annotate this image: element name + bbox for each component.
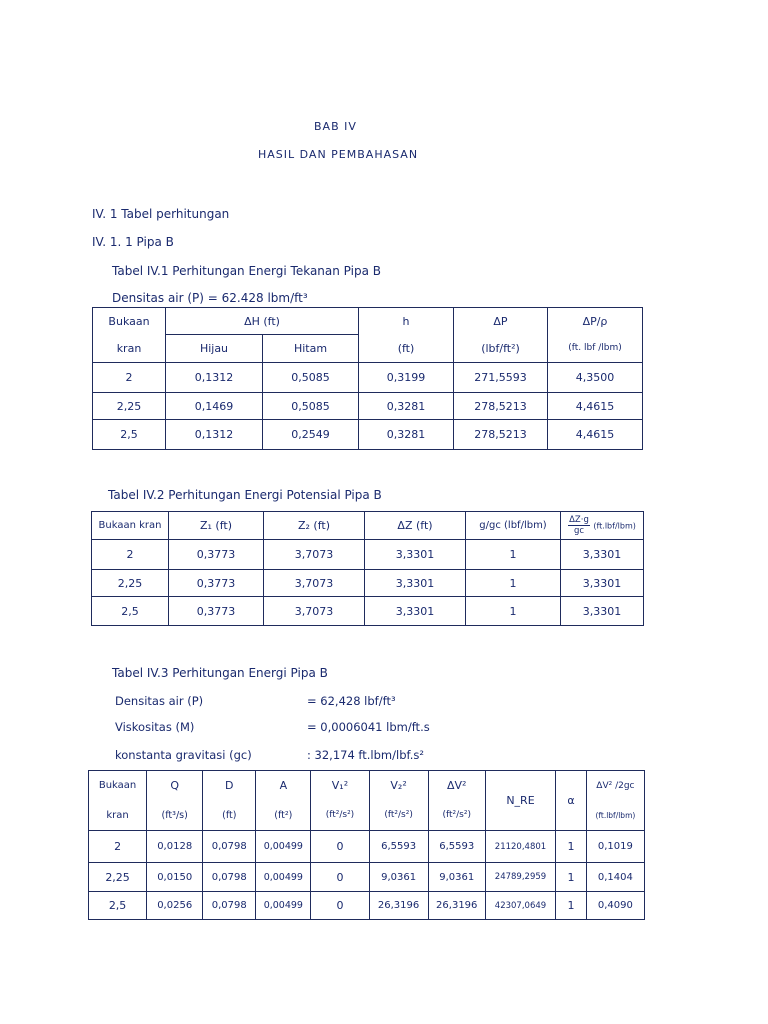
header-hitam: Hitam — [263, 335, 359, 363]
cell: 0,5085 — [263, 393, 359, 420]
header-q: Q — [147, 771, 203, 801]
table3-caption: Tabel IV.3 Perhitungan Energi Pipa B — [112, 666, 328, 680]
cell: 2,5 — [92, 597, 169, 626]
header-delta-v2-2gc-unit: (ft.lbf/lbm) — [586, 801, 644, 831]
param-densitas-label: Densitas air (P) — [115, 694, 204, 708]
header-delta-p-rho: ΔP/ρ — [548, 308, 643, 335]
cell: 4,3500 — [548, 363, 643, 393]
cell: 2,5 — [89, 892, 147, 920]
cell: 1 — [556, 892, 587, 920]
param-viskositas-value: = 0,0006041 lbm/ft.s — [307, 720, 430, 734]
chapter-title: HASIL DAN PEMBAHASAN — [258, 148, 419, 161]
cell: 0,1019 — [586, 831, 644, 863]
header-v2-squared: V₂² — [369, 771, 428, 801]
header-delta-z-unit: (ft.lbf/lbm) — [593, 521, 636, 531]
cell: 9,0361 — [428, 863, 485, 892]
cell: 9,0361 — [369, 863, 428, 892]
cell: 6,5593 — [369, 831, 428, 863]
header-a-unit: (ft²) — [256, 801, 311, 831]
param-viskositas-label: Viskositas (M) — [115, 720, 195, 734]
header-delta-p-unit: (lbf/ft²) — [454, 335, 548, 363]
header-delta-v2-2gc: ΔV² /2gc — [586, 771, 644, 801]
cell: 0,1469 — [166, 393, 263, 420]
header-delta-h: ΔH (ft) — [166, 308, 359, 335]
cell: 21120,4801 — [485, 831, 555, 863]
cell: 0,2549 — [263, 420, 359, 450]
cell: 1 — [556, 831, 587, 863]
cell: 3,3301 — [365, 570, 466, 597]
header-z1: Z₁ (ft) — [169, 512, 264, 540]
table-row — [89, 863, 645, 892]
cell: 3,3301 — [561, 570, 644, 597]
header-h: h — [359, 308, 454, 335]
cell: 1 — [466, 570, 561, 597]
table1-caption: Tabel IV.1 Perhitungan Energi Tekanan Pipa B — [112, 264, 381, 278]
header-g-gc: g/gc (lbf/lbm) — [466, 512, 561, 540]
header-kran: kran — [93, 335, 166, 363]
cell: 3,7073 — [264, 570, 365, 597]
header-bukaan-kran: Bukaan kran — [92, 512, 169, 540]
fraction-delta-z-g-over-gc — [568, 515, 590, 536]
table-energi-pipa — [88, 770, 645, 920]
section-heading-pipa-b: IV. 1. 1 Pipa B — [92, 235, 174, 249]
cell: 3,3301 — [561, 597, 644, 626]
cell: 0 — [311, 863, 369, 892]
cell: 0,3773 — [169, 597, 264, 626]
header-hijau: Hijau — [166, 335, 263, 363]
param-viskositas — [115, 720, 535, 734]
header-delta-p: ΔP — [454, 308, 548, 335]
cell: 0,0798 — [203, 831, 256, 863]
fraction-denominator: gc — [573, 526, 585, 536]
cell: 3,3301 — [365, 597, 466, 626]
header-v2-unit: (ft²/s²) — [369, 801, 428, 831]
cell: 1 — [466, 597, 561, 626]
cell: 26,3196 — [428, 892, 485, 920]
cell: 2,25 — [93, 393, 166, 420]
table-row — [93, 363, 643, 393]
fraction-numerator: ΔZ·g — [569, 515, 589, 525]
cell: 1 — [556, 863, 587, 892]
param-densitas — [115, 694, 535, 708]
cell: 0,00499 — [256, 831, 311, 863]
cell: 2,25 — [89, 863, 147, 892]
cell: 26,3196 — [369, 892, 428, 920]
table-row — [93, 420, 643, 450]
table-row — [93, 393, 643, 420]
table-row — [92, 540, 644, 570]
cell: 0,3281 — [359, 393, 454, 420]
header-q-unit: (ft³/s) — [147, 801, 203, 831]
param-gravitasi-value: : 32,174 ft.lbm/lbf.s² — [307, 748, 424, 762]
header-bukaan: Bukaan — [89, 771, 147, 801]
cell: 42307,0649 — [485, 892, 555, 920]
header-delta-z-g-gc — [561, 512, 644, 540]
table2-caption: Tabel IV.2 Perhitungan Energi Potensial Pipa B — [108, 488, 382, 502]
cell: 0,3199 — [359, 363, 454, 393]
cell: 0,1312 — [166, 363, 263, 393]
cell: 3,7073 — [264, 540, 365, 570]
param-gravitasi-label: konstanta gravitasi (gc) — [115, 748, 252, 762]
cell: 2,5 — [93, 420, 166, 450]
cell: 2,25 — [92, 570, 169, 597]
cell: 0,1404 — [586, 863, 644, 892]
cell: 0,0150 — [147, 863, 203, 892]
cell: 0 — [311, 892, 369, 920]
table1-density: Densitas air (P) = 62.428 lbm/ft³ — [112, 291, 308, 305]
header-d: D — [203, 771, 256, 801]
header-kran: kran — [89, 801, 147, 831]
table-row — [89, 831, 645, 863]
cell: 1 — [466, 540, 561, 570]
header-bukaan: Bukaan — [93, 308, 166, 335]
cell: 3,3301 — [365, 540, 466, 570]
cell: 0,5085 — [263, 363, 359, 393]
cell: 3,7073 — [264, 597, 365, 626]
cell: 4,4615 — [548, 420, 643, 450]
cell: 2 — [89, 831, 147, 863]
header-a: A — [256, 771, 311, 801]
header-delta-v-unit: (ft²/s²) — [428, 801, 485, 831]
cell: 2 — [92, 540, 169, 570]
header-nre: N_RE — [485, 771, 555, 831]
header-z2: Z₂ (ft) — [264, 512, 365, 540]
cell: 0,0128 — [147, 831, 203, 863]
cell: 0,0256 — [147, 892, 203, 920]
table-energi-tekanan — [92, 307, 643, 450]
header-delta-v-squared: ΔV² — [428, 771, 485, 801]
header-h-unit: (ft) — [359, 335, 454, 363]
cell: 24789,2959 — [485, 863, 555, 892]
cell: 0 — [311, 831, 369, 863]
cell: 0,3773 — [169, 540, 264, 570]
param-gravitasi — [115, 748, 535, 762]
table-row — [89, 892, 645, 920]
table-row — [92, 597, 644, 626]
header-v1-unit: (ft²/s²) — [311, 801, 369, 831]
cell: 0,0798 — [203, 892, 256, 920]
cell: 0,4090 — [586, 892, 644, 920]
cell: 4,4615 — [548, 393, 643, 420]
cell: 6,5593 — [428, 831, 485, 863]
cell: 0,00499 — [256, 863, 311, 892]
header-v1-squared: V₁² — [311, 771, 369, 801]
cell: 0,3773 — [169, 570, 264, 597]
cell: 2 — [93, 363, 166, 393]
cell: 278,5213 — [454, 420, 548, 450]
cell: 0,00499 — [256, 892, 311, 920]
header-delta-p-rho-unit: (ft. lbf /lbm) — [548, 335, 643, 363]
table-row — [92, 570, 644, 597]
cell: 278,5213 — [454, 393, 548, 420]
header-d-unit: (ft) — [203, 801, 256, 831]
cell: 3,3301 — [561, 540, 644, 570]
cell: 0,3281 — [359, 420, 454, 450]
param-densitas-value: = 62,428 lbf/ft³ — [307, 694, 396, 708]
header-delta-z: ΔZ (ft) — [365, 512, 466, 540]
table-energi-potensial — [91, 511, 644, 626]
cell: 0,1312 — [166, 420, 263, 450]
chapter-number: BAB IV — [314, 120, 357, 133]
header-alpha: α — [556, 771, 587, 831]
cell: 271,5593 — [454, 363, 548, 393]
section-heading-tabel-perhitungan: IV. 1 Tabel perhitungan — [92, 207, 230, 221]
cell: 0,0798 — [203, 863, 256, 892]
